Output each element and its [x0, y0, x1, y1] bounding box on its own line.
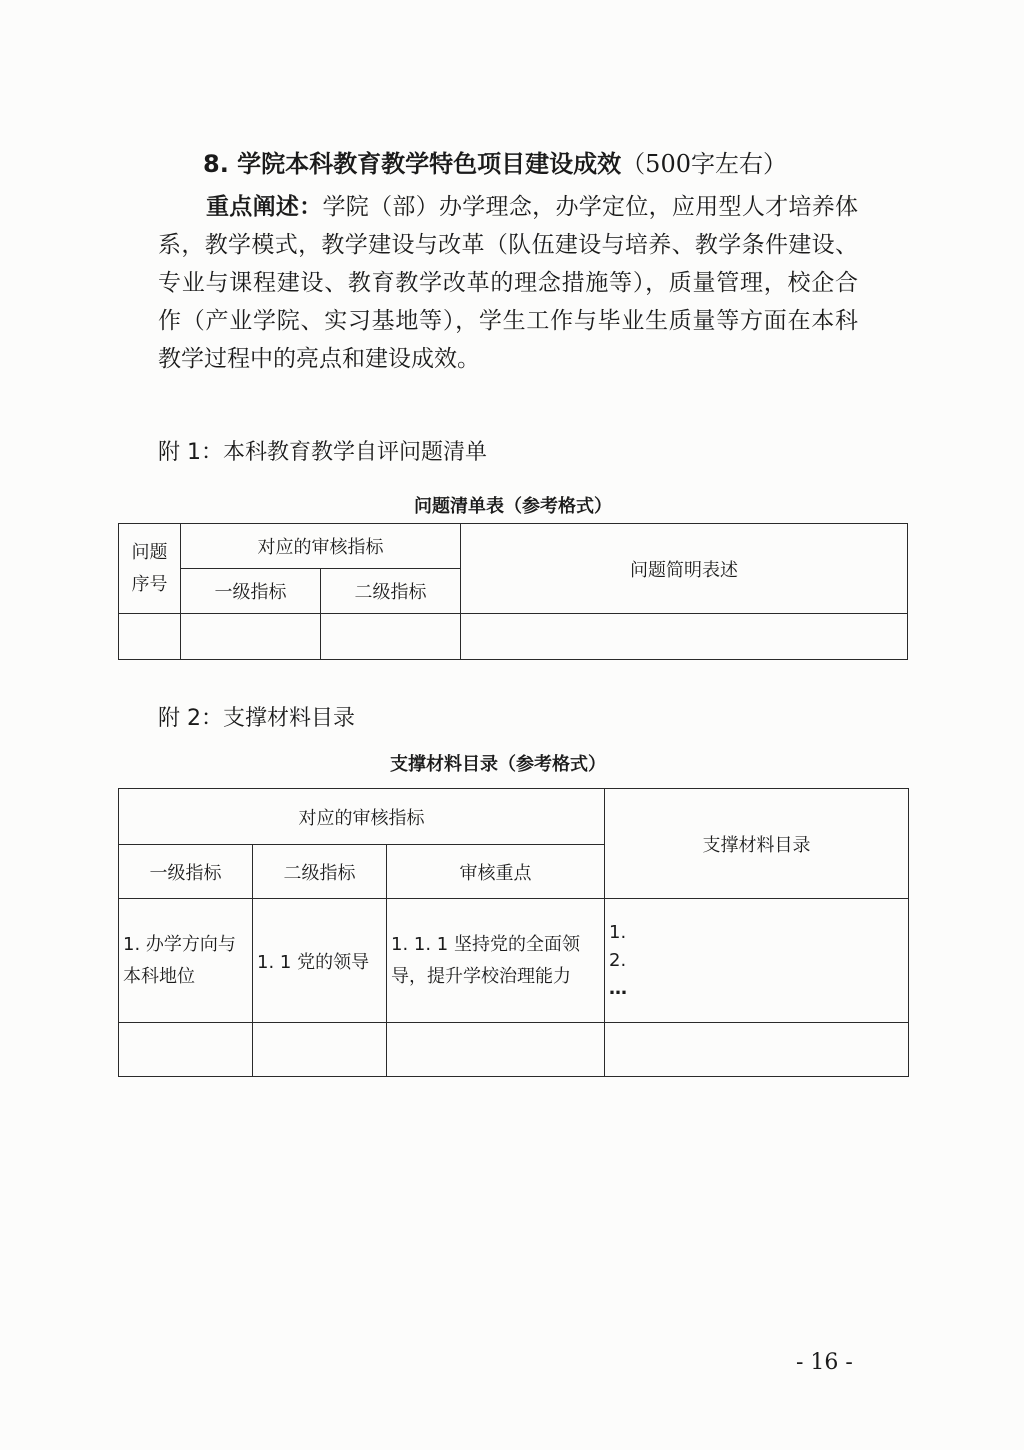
header-level2: 二级指标	[321, 569, 461, 614]
table-row	[119, 614, 908, 660]
header-problem-no: 问题序号	[119, 524, 181, 614]
header-indicator-group: 对应的审核指标	[181, 524, 461, 569]
table-cell	[321, 614, 461, 660]
attachment2-title: 附 2：支撑材料目录	[158, 706, 355, 731]
table-row	[119, 1023, 909, 1077]
cell-level2: 1. 1 党的领导	[253, 899, 387, 1023]
table-cell	[605, 1023, 909, 1077]
header-focus: 审核重点	[387, 845, 605, 899]
materials-table	[118, 788, 909, 1077]
material-item: 1.	[609, 921, 627, 943]
section-lead: 重点阐述：	[206, 193, 323, 220]
table-cell	[119, 614, 181, 660]
cell-focus: 1. 1. 1 坚持党的全面领导，提升学校治理能力	[387, 899, 605, 1023]
section-title: 8. 学院本科教育教学特色项目建设成效	[203, 150, 622, 178]
section-body-text: 学院（部）办学理念，办学定位，应用型人才培养体系，教学模式，教学建设与改革（队伍建设与培养、教学条件建设、专业与课程建设、教育教学改革的理念措施等），质量管理，校企合作（产业学院、实习基地等），学生工作与毕业生质量等方面在本科教学过程中的亮点和建设成效。	[158, 194, 859, 372]
header-indicator-group: 对应的审核指标	[119, 789, 605, 845]
cell-level1: 1. 办学方向与本科地位	[119, 899, 253, 1023]
table-cell	[461, 614, 908, 660]
header-level1: 一级指标	[119, 845, 253, 899]
cell-materials	[605, 899, 909, 1023]
table-row	[119, 899, 909, 1023]
section-body	[158, 188, 858, 378]
header-materials: 支撑材料目录	[605, 789, 909, 899]
table-cell	[253, 1023, 387, 1077]
attachment1-title: 附 1：本科教育教学自评问题清单	[158, 440, 487, 465]
header-level1: 一级指标	[181, 569, 321, 614]
header-problem-desc: 问题简明表述	[461, 524, 908, 614]
header-level2: 二级指标	[253, 845, 387, 899]
material-item: …	[609, 977, 627, 999]
table-cell	[181, 614, 321, 660]
table-cell	[119, 1023, 253, 1077]
material-item: 2.	[609, 949, 627, 971]
section-heading	[203, 148, 787, 180]
table-cell	[387, 1023, 605, 1077]
attachment1-caption: 问题清单表（参考格式）	[414, 496, 612, 517]
attachment2-caption: 支撑材料目录（参考格式）	[390, 754, 606, 775]
section-word-count-note: （500字左右）	[621, 150, 787, 178]
problem-list-table	[118, 523, 908, 660]
page-number: - 16 -	[796, 1350, 853, 1375]
